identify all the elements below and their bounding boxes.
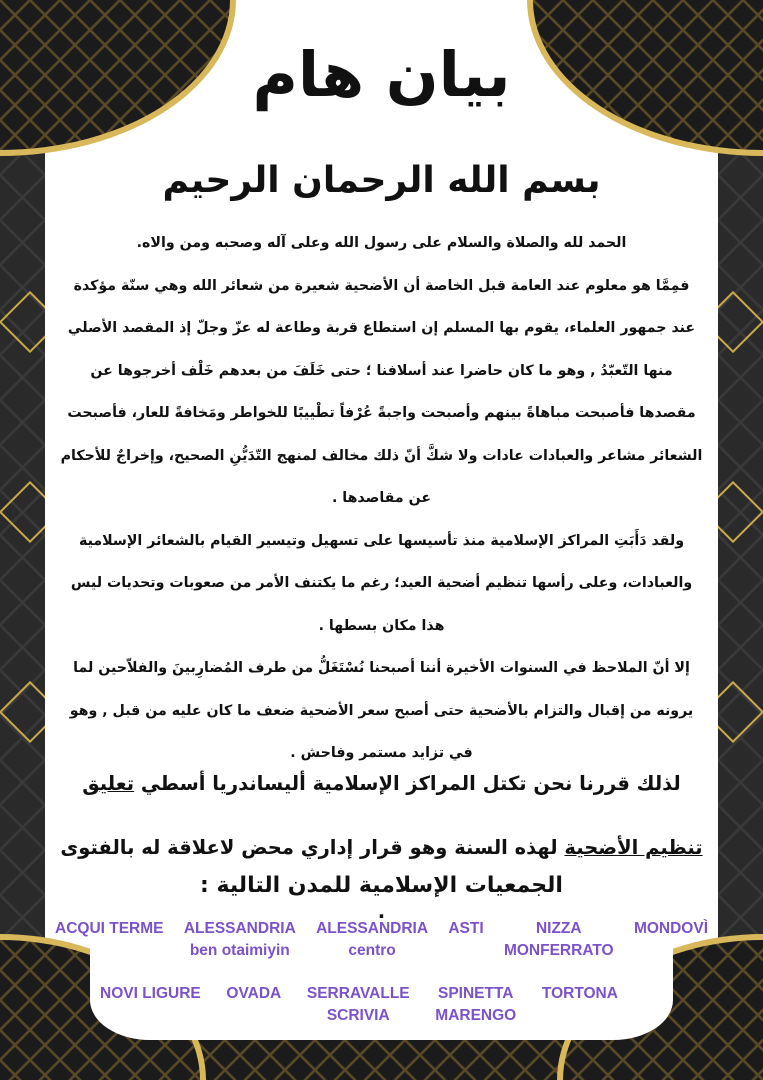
decision-suspend-word: تعليق xyxy=(82,772,135,795)
city-nizza-monferrato: NIZZA MONFERRATO xyxy=(503,920,614,959)
city-alessandria-centro: ALESSANDRIA centro xyxy=(316,920,429,959)
statement-body xyxy=(60,222,703,775)
paragraph-praise: الحمد لله والصلاة والسلام على رسول الله وعلى آله وصحبه ومن والاه. xyxy=(136,235,627,251)
left-border-pattern xyxy=(0,130,45,950)
city-novi-ligure: NOVI LIGURE xyxy=(100,985,201,1002)
city-mondovi: MONDOVÌ xyxy=(633,920,708,937)
city-tortona: TORTONA xyxy=(541,985,618,1002)
decision-organize-udhiya: تنظيم الأضحية xyxy=(564,836,703,859)
decision-text-start: لذلك قررنا نحن تكتل المراكز الإسلامية أليساندريا أسطي xyxy=(134,772,681,795)
paragraph-price-increase: إلا أنّ الملاحظ في السنوات الأخيرة أننا أصبحنا نُسْتَغَلُّ من طرف المُضارِبينَ والفلاّحين لما يرونه من إقبال والتزام بالأضحية حتى أصبح سعر الأضحية ضعف ما كان عليه من قبل , وهو في تزايد مستمر وفاحش . xyxy=(69,660,694,761)
cities-row-2 xyxy=(100,983,618,1027)
cities-row-1 xyxy=(55,918,708,962)
basmala-heading: بسم الله الرحمان الرحيم xyxy=(162,160,601,201)
city-asti: ASTI xyxy=(448,920,484,937)
decision-statement xyxy=(60,752,703,944)
city-acqui-terme: ACQUI TERME xyxy=(55,920,164,937)
paragraph-centers-effort: ولقد دَأَبَتِ المراكز الإسلامية منذ تأسيسها على تسهيل وتيسير القيام بالشعائر الإسلامية والعبادات، وعلى رأسها تنظيم أضحية العيد؛ رغم ما يكتنف الأمر من صعوبات وتحديات ليس هذا مكان بسطها . xyxy=(70,532,693,634)
right-border-pattern xyxy=(718,130,763,950)
page-title: بيان هام xyxy=(252,38,511,111)
associations-heading: الجمعيات الإسلامية للمدن التالية : xyxy=(200,873,563,898)
city-spinetta-marengo: SPINETTA MARENGO xyxy=(435,985,517,1024)
decision-text-end: لهذه السنة وهو قرار إداري محض لاعلاقة له بالفتوى . xyxy=(60,836,565,923)
paragraph-udhiya-ruling: فمِمَّا هو معلوم عند العامة قبل الخاصة أن الأضحية شعيرة من شعائر الله وهي سنّة مؤكدة عند جمهور العلماء، يقوم بها المسلم إن استطاع قربة وطاعة له عزّ وجلّ إذ المقصد الأصلي منها التّعبّدُ , وهو ما كان حاضرا عند أسلافنا ؛ حتى خَلَفَ من بعدهم خَلْف أخرجوها عن مقصدها فأصبحت مباهاةً بينهم وأصبحت واجبةً عُرْفاً تطْييبًا للخواطر ومَخافةً للعار، فأصبحت الشعائر مشاعر والعبادات عادات ولا شكَّ أنّ ذلك مخالف لمنهج التّدَيُّنِ الصحيح، وإخراجٌ للأحكام عن مقاصدها . xyxy=(60,277,703,506)
city-alessandria-ben-otaimiyin: ALESSANDRIA ben otaimiyin xyxy=(183,920,296,959)
city-ovada: OVADA xyxy=(226,985,282,1002)
city-serravalle-scrivia: SERRAVALLE SCRIVIA xyxy=(306,985,410,1024)
